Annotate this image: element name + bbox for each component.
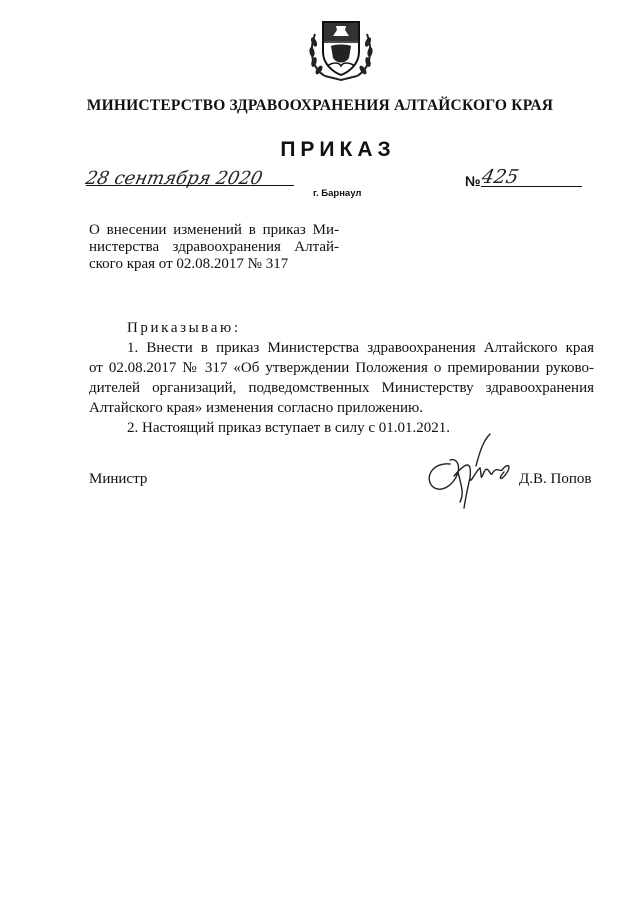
- order-subject: [89, 222, 339, 273]
- document-type-title: ПРИКАЗ: [280, 138, 396, 161]
- handwritten-date: 28 сентября 2020: [83, 168, 265, 189]
- ministry-name: МИНИСТЕРСТВО ЗДРАВООХРАНЕНИЯ АЛТАЙСКОГО КРАЯ: [86, 97, 554, 114]
- order-body: [89, 318, 594, 438]
- signature-icon: [420, 432, 530, 512]
- date-underline: [86, 185, 294, 186]
- order-item-line: 1. Внести в приказ Министерства здравоохранения Алтайского края: [127, 340, 594, 356]
- city-label: г. Барнаул: [313, 188, 362, 199]
- number-label: №: [465, 173, 481, 189]
- order-item-line: от 02.08.2017 № 317 «Об утверждении Положения о премировании руково-: [89, 360, 594, 376]
- subject-line: нистерства здравоохранения Алтай-: [89, 239, 339, 255]
- coat-of-arms-icon: [305, 12, 377, 84]
- order-item-2: 2. Настоящий приказ вступает в силу с 01.01.2021.: [127, 420, 450, 436]
- signer-name: Д.В. Попов: [519, 471, 592, 487]
- subject-line: О внесении изменений в приказ Ми-: [89, 222, 339, 238]
- order-item-line: дителей организаций, подведомственных Министерству здравоохранения: [89, 380, 594, 396]
- signer-position: Министр: [89, 471, 148, 487]
- number-underline: [481, 186, 582, 187]
- subject-line: ского края от 02.08.2017 № 317: [89, 256, 289, 272]
- order-intro: Приказываю:: [127, 320, 241, 336]
- order-item-line: Алтайского края» изменения согласно приложению.: [89, 400, 423, 416]
- handwritten-number: 425: [479, 166, 521, 188]
